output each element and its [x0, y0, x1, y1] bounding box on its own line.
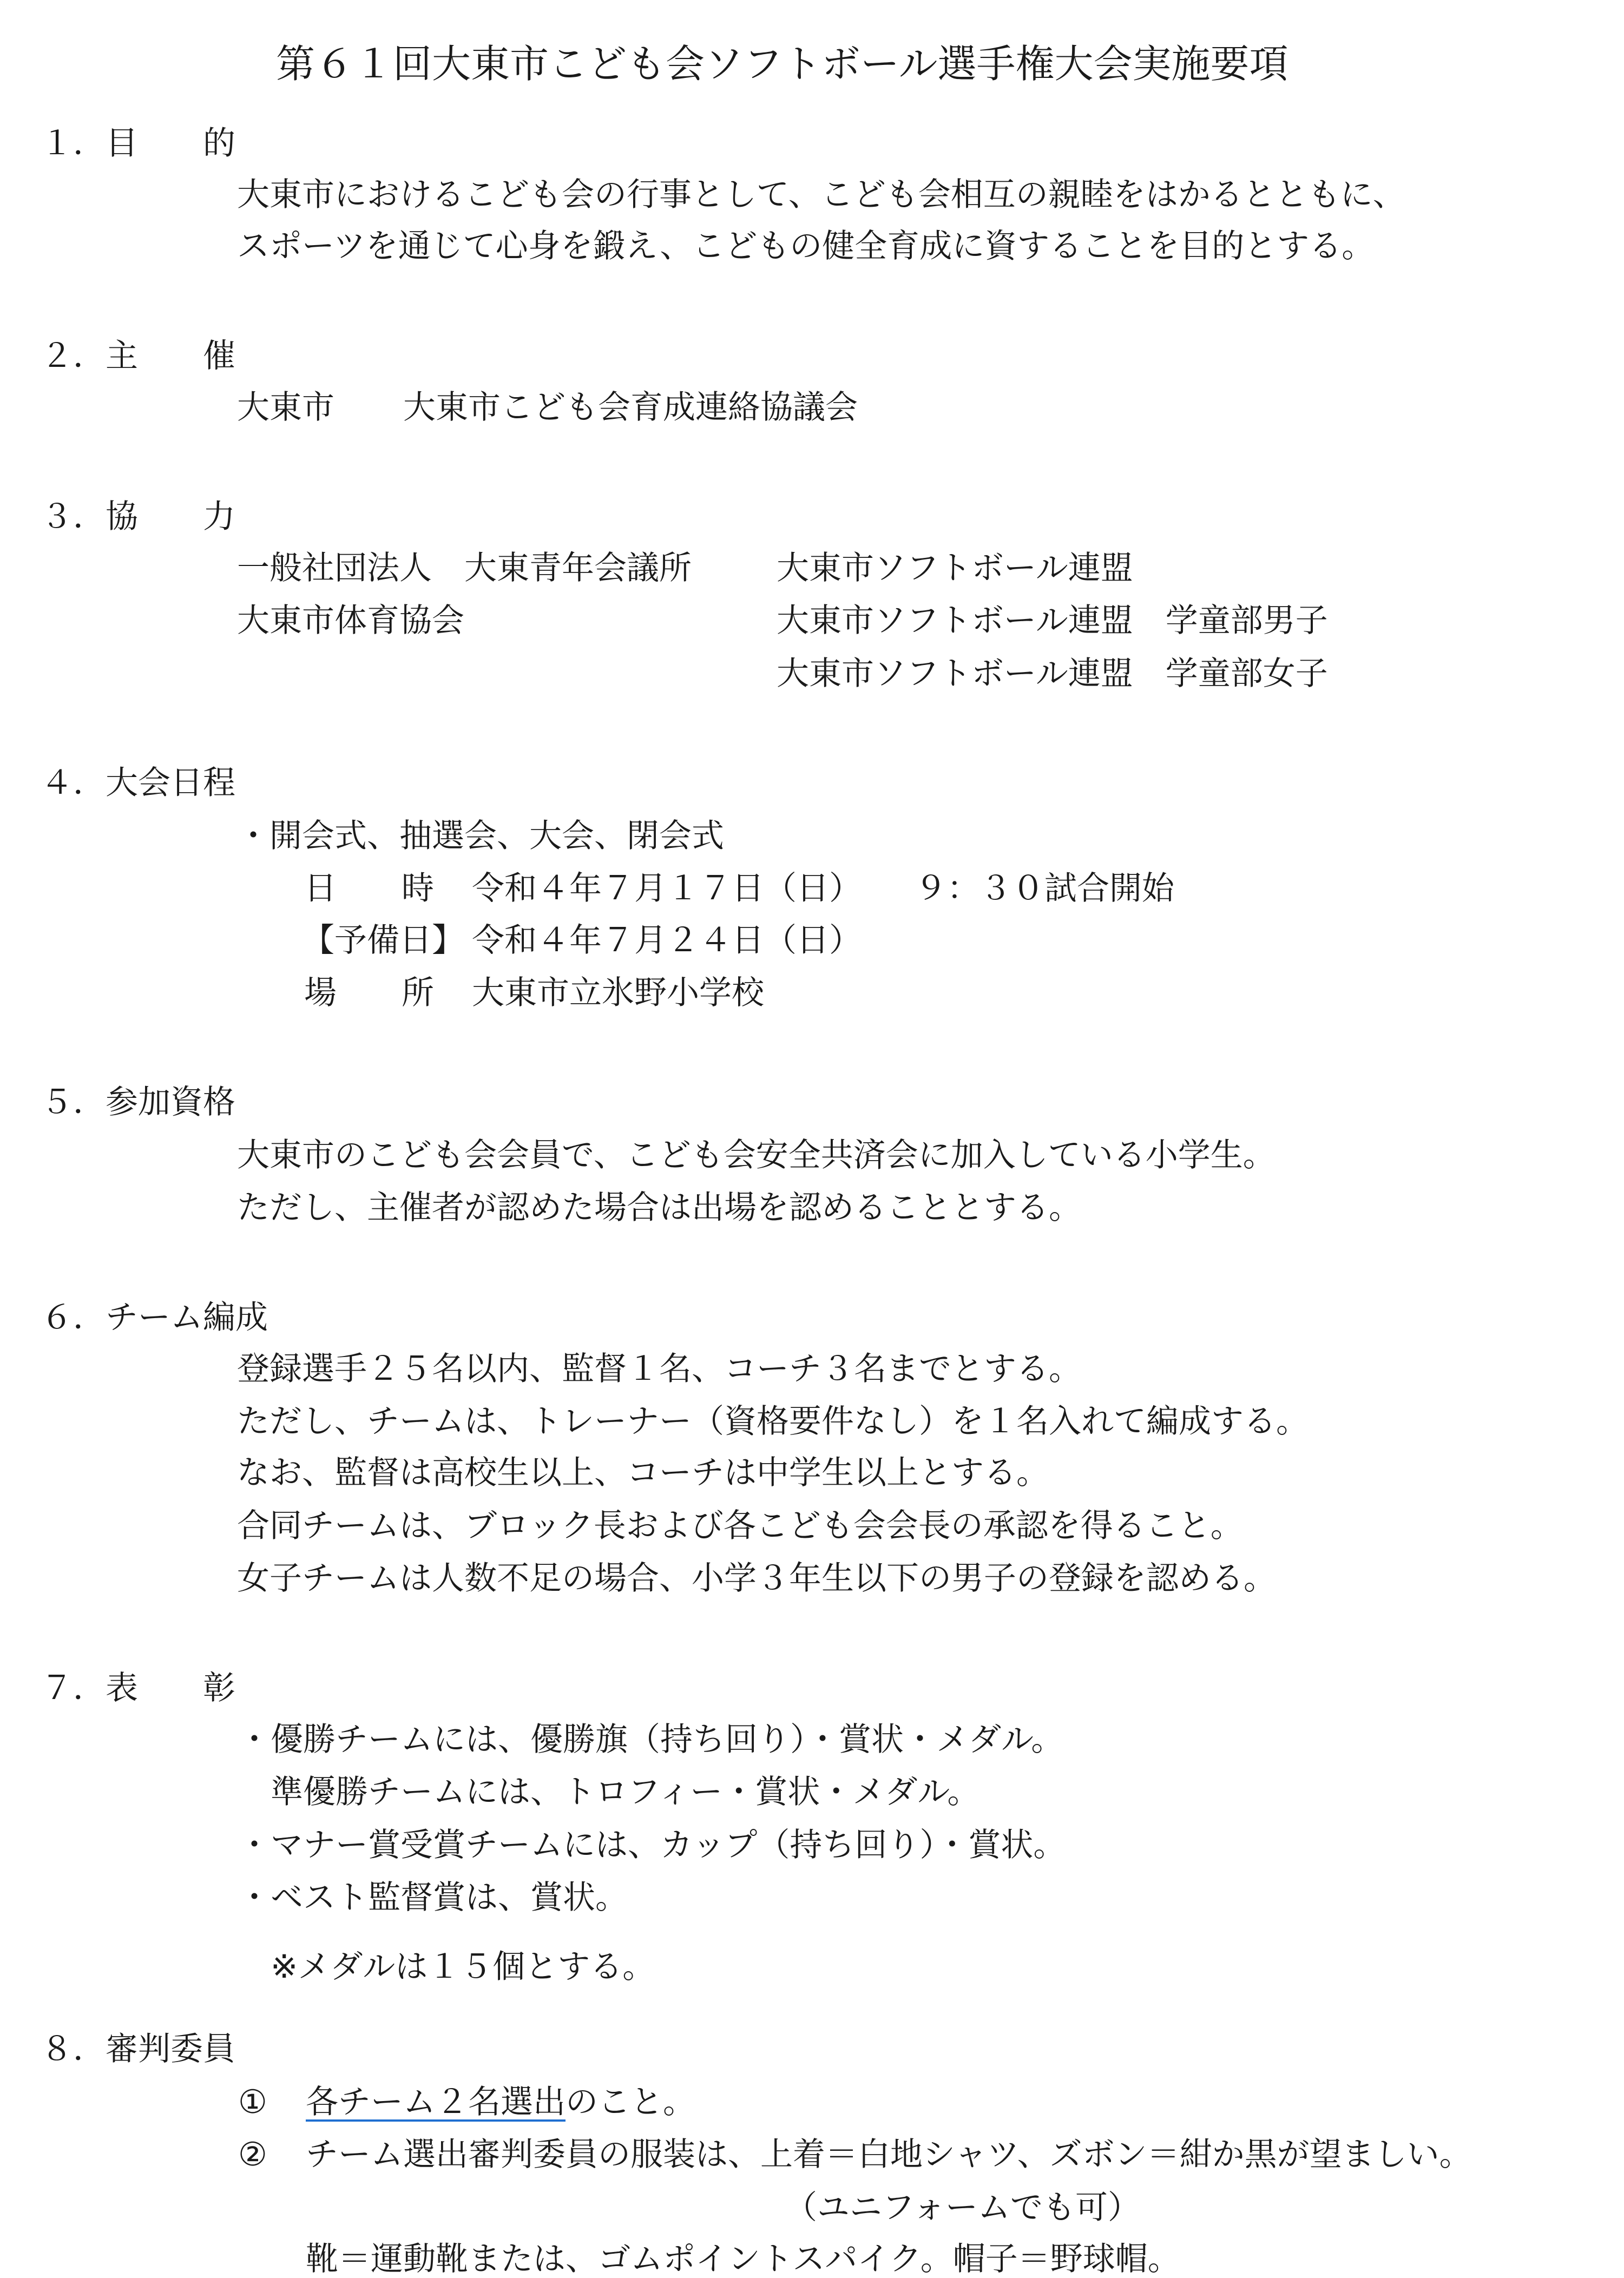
cooperator: 大東市ソフトボール連盟 学童部女子 [777, 655, 1328, 693]
shoes-cap-line: 靴＝運動靴または、ゴムポイントスパイク。帽子＝野球帽。 [306, 2240, 1180, 2278]
section-6-line: 女子チームは人数不足の場合、小学３年生以下の男子の登録を認める。 [237, 1559, 1276, 1597]
cooperator: 大東市ソフトボール連盟 学童部男子 [777, 602, 1328, 640]
item-number-1: ① [238, 2083, 267, 2121]
section-1-line: 大東市におけるこども会の行事として、こども会相互の親睦をはかるとともに、 [237, 176, 1405, 214]
section-6-line: なお、監督は高校生以上、コーチは中学生以上とする。 [237, 1454, 1049, 1492]
start-time: ９：３０試合開始 [915, 870, 1174, 907]
place-label: 場 所 [304, 974, 434, 1012]
section-1-line: スポーツを通じて心身を鍛え、こどもの健全育成に資することを目的とする。 [237, 227, 1375, 265]
event-date: 令和４年７月１７日（日） [472, 870, 862, 907]
referee-count-underlined: 各チーム２名選出 [306, 2083, 566, 2121]
section-7-heading: ７．表 彰 [41, 1669, 235, 1707]
section-3-heading: ３．協 力 [41, 498, 235, 536]
referee-item-1-rest: のこと。 [566, 2083, 695, 2121]
referee-item-1 [306, 2083, 695, 2121]
section-5-heading: ５．参加資格 [41, 1083, 235, 1121]
date-label: 日 時 [304, 870, 434, 907]
section-6-line: 登録選手２５名以内、監督１名、コーチ３名までとする。 [237, 1350, 1081, 1388]
cooperator: 大東市ソフトボール連盟 [777, 549, 1133, 587]
section-4-heading: ４．大会日程 [41, 764, 235, 802]
referee-item-2: チーム選出審判委員の服装は、上着＝白地シャツ、ズボン＝紺か黒が望ましい。 [306, 2136, 1472, 2174]
organizer-council: 大東市こども会育成連絡協議会 [403, 389, 858, 426]
reserve-label: 【予備日】 [302, 921, 464, 959]
cooperator: 大東市体育協会 [237, 602, 464, 640]
section-5-line: ただし、主催者が認めた場合は出場を認めることとする。 [237, 1189, 1081, 1227]
item-number-2: ② [238, 2136, 267, 2174]
award-line: ・マナー賞受賞チームには、カップ（持ち回り）・賞状。 [238, 1826, 1066, 1864]
event-place: 大東市立氷野小学校 [472, 974, 764, 1012]
section-2-heading: ２．主 催 [41, 337, 235, 375]
section-5-line: 大東市のこども会会員で、こども会安全共済会に加入している小学生。 [237, 1136, 1275, 1174]
award-line: ・優勝チームには、優勝旗（持ち回り）・賞状・メダル。 [238, 1721, 1064, 1759]
document-title: 第６１回大東市こども会ソフトボール選手権大会実施要項 [276, 41, 1288, 87]
award-line: ・ベスト監督賞は、賞状。 [238, 1879, 628, 1917]
section-6-heading: ６．チーム編成 [41, 1299, 268, 1336]
section-6-line: 合同チームは、ブロック長および各こども会会長の承認を得ること。 [237, 1507, 1243, 1545]
uniform-note: （ユニフォームでも可） [785, 2189, 1140, 2227]
medal-note: ※メダルは１５個とする。 [271, 1948, 655, 1986]
reserve-date: 令和４年７月２４日（日） [472, 921, 862, 959]
cooperator: 一般社団法人 大東青年会議所 [237, 549, 692, 587]
section-1-heading: １．目 的 [41, 124, 235, 162]
section-8-heading: ８．審判委員 [41, 2030, 235, 2068]
award-line: 準優勝チームには、トロフィー・賞状・メダル。 [271, 1773, 980, 1811]
section-6-line: ただし、チームは、トレーナー（資格要件なし）を１名入れて編成する。 [237, 1403, 1309, 1440]
organizer-city: 大東市 [237, 389, 334, 426]
event-list: ・開会式、抽選会、大会、閉会式 [237, 817, 724, 855]
